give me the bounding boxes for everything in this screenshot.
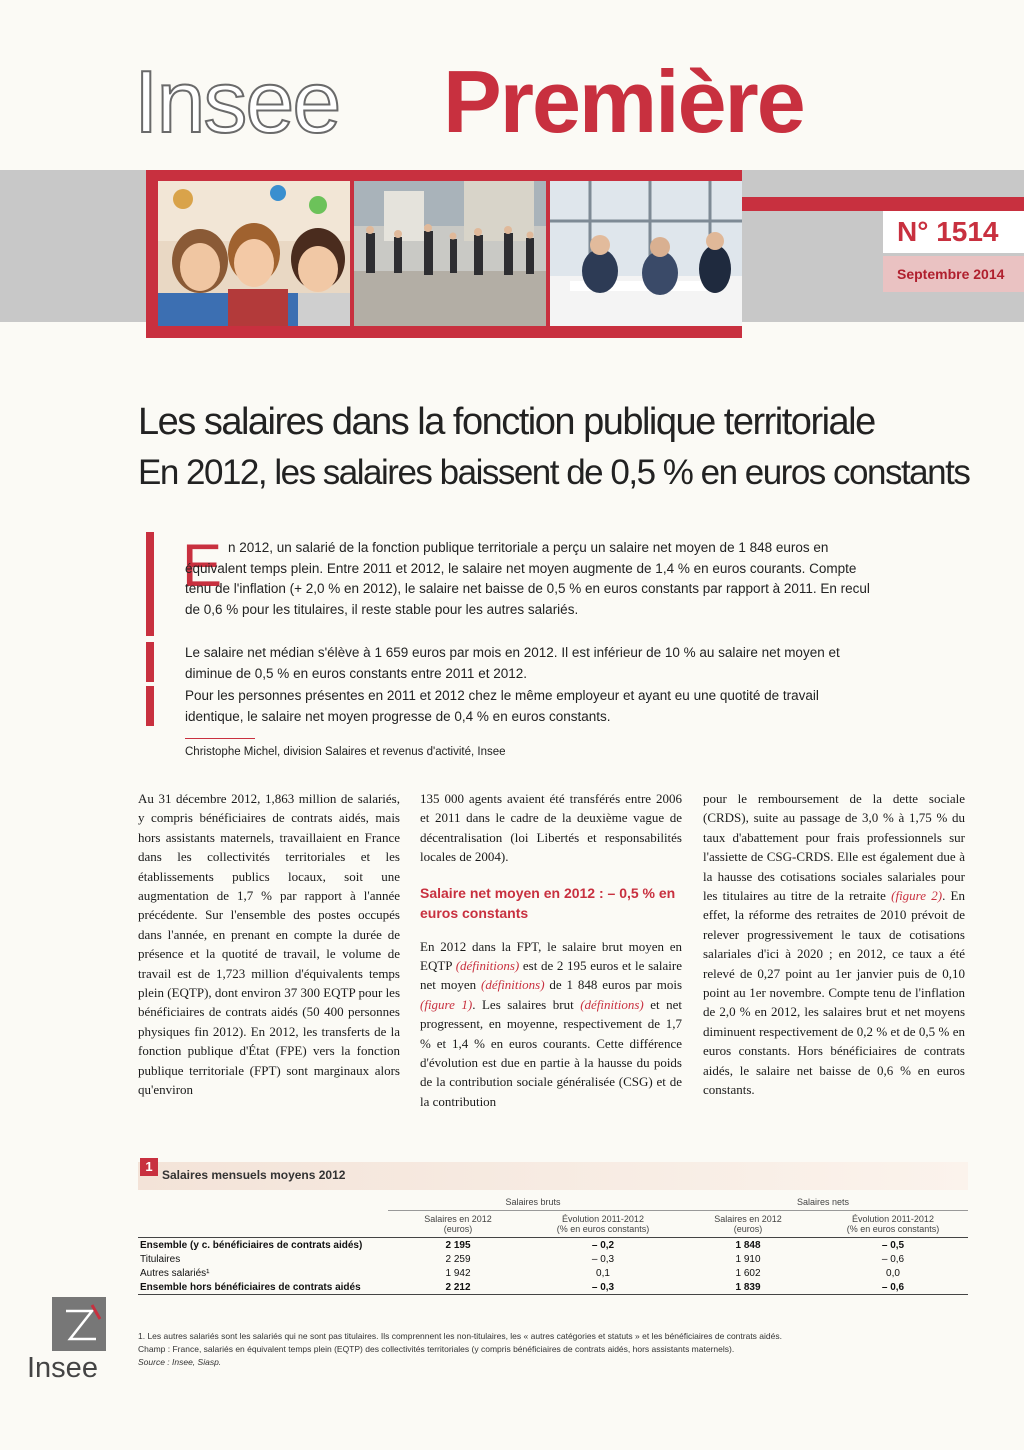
cell-gross: 1 942 — [445, 1267, 471, 1279]
cell-gross-change: – 0,2 — [591, 1239, 615, 1251]
cell-gross: 2 259 — [445, 1253, 471, 1265]
body-text-span: de 1 848 euros par mois — [549, 977, 682, 993]
author-line: Christophe Michel, division Salaires et revenus d'activité, Insee — [185, 746, 506, 758]
header-red-strip — [742, 197, 1024, 211]
table-row — [138, 1238, 968, 1253]
col-header-line: (% en euros constants) — [556, 1224, 650, 1234]
table-row — [138, 1280, 968, 1295]
cell-net-change: – 0,5 — [881, 1239, 905, 1251]
photo-crowd — [354, 181, 546, 326]
body-text-span: est de 2 195 euros et le salaire net moyen — [420, 958, 683, 993]
table-row — [138, 1252, 968, 1266]
intro-bar — [146, 532, 154, 636]
intro-text: n 2012, un salarié de la fonction publique territoriale a perçu un salaire net moyen de 1 848 euros en équivalent temps plein. Entre 2011 et 2012, le salaire net moyen augmente de 1,4 % en euros courants. Compte tenu de l'inflation (+ 2,0 % en 2012), le salaire net baisse de 0,5 % en euros constants par rapport à 2011. En recul de 0,6 % pour les titulaires, il reste stable pour les autres salariés. — [185, 540, 870, 617]
photo-children — [158, 181, 350, 326]
col-header-line: (euros) — [733, 1224, 763, 1234]
table-col-header — [528, 1211, 678, 1238]
issue-number: N° 1514 — [883, 211, 1024, 253]
definitions-link[interactable]: (définitions) — [480, 977, 545, 993]
cell-net: 1 848 — [735, 1239, 761, 1251]
author-rule — [185, 738, 255, 739]
intro-paragraph-3 — [185, 686, 875, 727]
body-text-span: . En effet, la réforme des retraites de 2010 prévoit de relever progressivement le taux de cotisations salariales d'ici à 2020 ; en 2012, ce taux a été relevé de 0,27 point au 1er janvier puis de 0,10 point au 1er novembre. Compte tenu de l'inflation de 2,0 % en 2012, les salaires brut et net moyens diminuent respectivement de 0,2 % et de 0,5 % en euros constants. Hors bénéficiaires de contrats aidés, le salaire net baisse de 0,6 % en euros constants. — [703, 888, 965, 1098]
body-text-span: et net progressent, en moyenne, respectivement de 1,7 % et 1,4 % en euros courants. Cette différence d'évolution est due en partie à la hausse du poids de la contribution sociale généralisée (CSG) et de la contribution — [420, 996, 682, 1109]
cell-net-change: – 0,6 — [818, 1280, 968, 1295]
table-notes — [138, 1330, 968, 1369]
table-footnote: 1. Les autres salariés sont les salariés qui ne sont pas titulaires. Ils comprennent les non-titulaires, les « autres catégories et statuts » et les bénéficiaires de contrats aidés. — [138, 1331, 782, 1341]
table-source-note: Source : Insee, Siasp. — [138, 1357, 222, 1367]
table-group-net: Salaires nets — [678, 1194, 968, 1211]
body-column-1 — [138, 789, 400, 1100]
page-subtitle: En 2012, les salaires baissent de 0,5 % en euros constants — [138, 453, 970, 492]
salary-table — [138, 1194, 968, 1295]
insee-logo-icon — [52, 1297, 106, 1351]
drop-cap: E — [182, 532, 223, 599]
definitions-link[interactable]: (définitions) — [580, 996, 644, 1012]
col-header-line: (euros) — [443, 1224, 473, 1234]
figure-2-link[interactable]: (figure 2) — [891, 888, 943, 904]
cell-gross-change: – 0,3 — [528, 1280, 678, 1295]
photo-office — [550, 181, 742, 326]
col-header-line: (% en euros constants) — [846, 1224, 940, 1234]
table-col-header — [678, 1211, 818, 1238]
col-header-line: Salaires en 2012 — [424, 1214, 492, 1224]
row-label: Titulaires — [140, 1253, 181, 1265]
body-text: 135 000 agents avaient été transférés entre 2006 et 2011 dans le cadre de la deuxième vague de décentralisation (loi Libertés et responsabilités locales de 2004). — [420, 791, 682, 865]
section-heading: Salaire net moyen en 2012 : – 0,5 % en euros constants — [420, 884, 676, 921]
cell-gross-change: – 0,3 — [591, 1253, 615, 1265]
intro-bar — [146, 642, 154, 682]
table-header-empty — [138, 1211, 388, 1238]
cell-gross: 2 195 — [445, 1239, 471, 1251]
cell-net: 1 910 — [735, 1253, 761, 1265]
table-scope-note: Champ : France, salariés en équivalent temps plein (EQTP) des collectivités territoriales (y compris bénéficiaires de contrats aidés, hors assistants maternels). — [138, 1344, 735, 1354]
row-label: Ensemble (y c. bénéficiaires de contrats aidés) — [140, 1239, 363, 1251]
body-text — [420, 937, 682, 1112]
cell-gross-change: 0,1 — [596, 1267, 610, 1279]
col-header-line: Évolution 2011-2012 — [852, 1214, 934, 1224]
cell-net-change: – 0,6 — [881, 1253, 905, 1265]
cell-net: 1 602 — [735, 1267, 761, 1279]
page-title: Les salaires dans la fonction publique territoriale — [138, 401, 875, 443]
body-text: Au 31 décembre 2012, 1,863 million de salariés, y compris bénéficiaires de contrats aidés, mais hors assistants maternels, travaillaient en France dans les collectivités territoriales et les établissements publics locaux, soit une augmentation de 1,7 % par rapport à l'année précédente. Sur l'ensemble des postes occupés dans l'année, en prenant en compte la durée de présence et la quotité de travail, le volume de travail est de 1,723 million d'équivalents temps plein (EQTP), dont environ 37 300 EQTP pour les bénéficiaires de contrats aidés (50 400 personnes physiques fin 2012). En 2012, les transferts de la fonction publique d'État (FPE) vers la fonction publique territoriale (FPT) sont marginaux alors qu'environ — [138, 791, 401, 1098]
body-text-span: pour le remboursement de la dette sociale (CRDS), suite au passage de 3,0 % à 1,75 % du taux d'abattement pour frais professionnels sur l'assiette de CSG-CRDS. Elle est également due à la hausse des cotisations sociales salariales pour les titulaires au titre de la retraite — [703, 791, 965, 904]
cell-net: 1 839 — [678, 1280, 818, 1295]
logo-premiere-wordmark: Première — [443, 52, 804, 151]
cell-net-change: 0,0 — [886, 1267, 900, 1279]
row-label: Autres salariés¹ — [140, 1267, 210, 1279]
body-text — [703, 789, 965, 1100]
footer-logo-text: Insee — [27, 1352, 98, 1384]
table-group-gross: Salaires bruts — [388, 1194, 678, 1211]
row-label: Ensemble hors bénéficiaires de contrats aidés — [138, 1280, 388, 1295]
intro-bar — [146, 686, 154, 726]
issue-date: Septembre 2014 — [883, 256, 1024, 292]
cell-gross: 2 212 — [388, 1280, 528, 1295]
table-title: Salaires mensuels moyens 2012 — [162, 1168, 346, 1182]
table-row — [138, 1266, 968, 1280]
table-header-empty — [138, 1194, 388, 1211]
intro-text: Pour les personnes présentes en 2011 et 2012 chez le même employeur et ayant eu une quotité de travail identique, le salaire net moyen progresse de 0,4 % en euros constants. — [185, 688, 819, 724]
table-number: 1 — [140, 1158, 158, 1176]
col-header-line: Salaires en 2012 — [714, 1214, 782, 1224]
table-col-header — [388, 1211, 528, 1238]
figure-1-link[interactable]: (figure 1) — [420, 996, 473, 1012]
intro-paragraph-2 — [185, 643, 875, 684]
intro-paragraph-1 — [185, 538, 875, 620]
definitions-link[interactable]: (définitions) — [455, 958, 520, 974]
body-text-span: . Les salaires brut — [472, 996, 574, 1012]
body-text-span: En 2012 dans la FPT, le salaire brut moyen en EQTP — [420, 938, 682, 974]
body-column-2 — [420, 789, 682, 1111]
col-header-line: Évolution 2011-2012 — [562, 1214, 644, 1224]
logo-insee-wordmark: Insee — [134, 52, 340, 151]
table-col-header — [818, 1211, 968, 1238]
body-column-3 — [703, 789, 965, 1100]
intro-text: Le salaire net médian s'élève à 1 659 euros par mois en 2012. Il est inférieur de 10 % au salaire net moyen et diminue de 0,5 % en euros constants entre 2011 et 2012. — [185, 645, 840, 681]
